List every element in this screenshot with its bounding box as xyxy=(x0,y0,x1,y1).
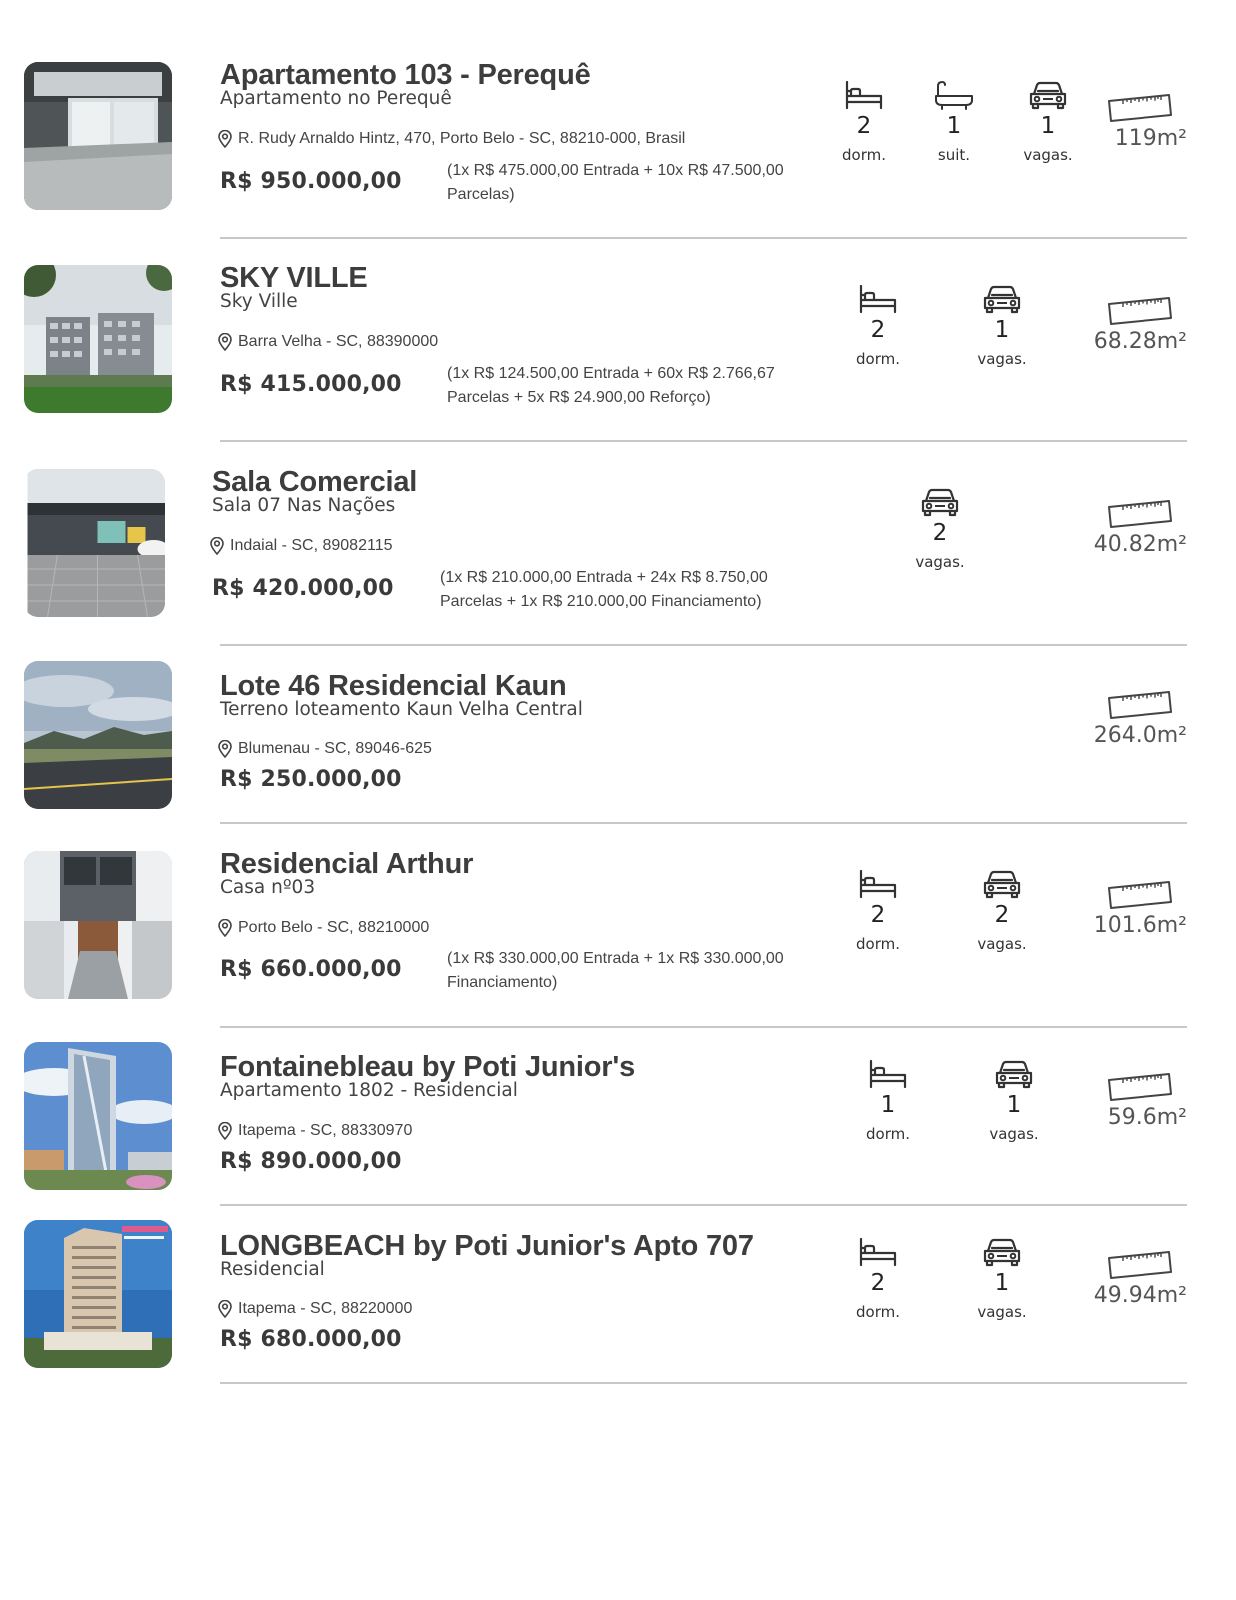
listing-subtitle: Terreno loteamento Kaun Velha Central xyxy=(220,699,583,720)
suites-count: 1 xyxy=(946,113,962,139)
parking-count: 1 xyxy=(994,317,1010,343)
listing-address: R. Rudy Arnaldo Hintz, 470, Porto Belo - SC, 88210-000, Brasil xyxy=(218,130,685,148)
bedrooms-count: 2 xyxy=(870,317,886,343)
bedrooms-count: 2 xyxy=(870,1270,886,1296)
parking-count: 1 xyxy=(1040,113,1056,139)
listing-title[interactable]: Fontainebleau by Poti Junior's xyxy=(220,1051,635,1083)
parking-count: 2 xyxy=(932,520,948,546)
parking-label: vagas. xyxy=(977,1303,1027,1321)
listing-subtitle: Sky Ville xyxy=(220,291,298,312)
listing-subtitle: Casa nº03 xyxy=(220,877,316,898)
listing-title[interactable]: Residencial Arthur xyxy=(220,848,474,880)
parking-label: vagas. xyxy=(1023,146,1073,164)
listing-address: Blumenau - SC, 89046-625 xyxy=(218,740,432,758)
bedrooms-label: dorm. xyxy=(856,350,900,368)
parking-label: vagas. xyxy=(977,350,1027,368)
listing-price: R$ 890.000,00 xyxy=(220,1149,402,1174)
listing-title[interactable]: Apartamento 103 - Perequê xyxy=(220,59,591,91)
payment-terms: (1x R$ 475.000,00 Entrada + 10x R$ 47.500,00 Parcelas) xyxy=(447,162,784,203)
area-value: 101.6m² xyxy=(1093,913,1187,938)
payment-terms: (1x R$ 210.000,00 Entrada + 24x R$ 8.750,00 Parcelas + 1x R$ 210.000,00 Financiamento) xyxy=(440,569,768,610)
bedrooms-feature xyxy=(833,1237,923,1321)
listing-title[interactable]: SKY VILLE xyxy=(220,262,368,294)
listing-title[interactable]: Lote 46 Residencial Kaun xyxy=(220,670,567,702)
bedrooms-label: dorm. xyxy=(856,1303,900,1321)
suites-label: suit. xyxy=(937,146,971,164)
listing-subtitle: Apartamento no Perequê xyxy=(220,88,452,109)
listing-price: R$ 660.000,00 xyxy=(220,957,402,982)
bedrooms-count: 2 xyxy=(856,113,872,139)
bedrooms-label: dorm. xyxy=(866,1125,910,1143)
area-value: 68.28m² xyxy=(1093,329,1187,354)
divider xyxy=(220,1382,1187,1384)
area-value: 264.0m² xyxy=(1093,723,1187,748)
parking-label: vagas. xyxy=(989,1125,1039,1143)
listing-address: Itapema - SC, 88220000 xyxy=(218,1300,412,1318)
listing-title[interactable]: LONGBEACH by Poti Junior's Apto 707 xyxy=(220,1230,754,1262)
car-icon xyxy=(982,1237,1022,1267)
listing-price: R$ 420.000,00 xyxy=(212,576,394,601)
listing-price: R$ 415.000,00 xyxy=(220,372,402,397)
bed-icon xyxy=(858,1237,898,1267)
bedrooms-count: 1 xyxy=(880,1092,896,1118)
payment-terms: (1x R$ 124.500,00 Entrada + 60x R$ 2.766,67 Parcelas + 5x R$ 24.900,00 Reforço) xyxy=(447,365,775,406)
parking-label: vagas. xyxy=(915,553,965,571)
parking-count: 2 xyxy=(994,902,1010,928)
property-photo[interactable] xyxy=(24,1220,172,1368)
listing-price: R$ 950.000,00 xyxy=(220,169,402,194)
bedrooms-label: dorm. xyxy=(856,935,900,953)
payment-terms: (1x R$ 330.000,00 Entrada + 1x R$ 330.000,00 Financiamento) xyxy=(447,950,784,991)
parking-label: vagas. xyxy=(977,935,1027,953)
area-feature xyxy=(1094,1250,1187,1308)
location-pin-icon xyxy=(218,1300,232,1318)
bedrooms-count: 2 xyxy=(870,902,886,928)
area-value: 49.94m² xyxy=(1093,1283,1187,1308)
listing-subtitle: Apartamento 1802 - Residencial xyxy=(220,1080,518,1101)
listing-price: R$ 250.000,00 xyxy=(220,767,402,792)
listing-subtitle: Residencial xyxy=(220,1259,325,1280)
listing-address: Barra Velha - SC, 88390000 xyxy=(218,333,438,351)
listing-address: Itapema - SC, 88330970 xyxy=(218,1122,412,1140)
listing-address: Porto Belo - SC, 88210000 xyxy=(218,919,429,937)
bedrooms-label: dorm. xyxy=(842,146,886,164)
area-value: 40.82m² xyxy=(1093,532,1187,557)
ruler-icon xyxy=(1107,1250,1173,1282)
parking-count: 1 xyxy=(994,1270,1010,1296)
area-value: 59.6m² xyxy=(1107,1105,1187,1130)
listing-subtitle: Sala 07 Nas Nações xyxy=(212,495,396,516)
parking-feature xyxy=(957,1237,1047,1321)
listing-title[interactable]: Sala Comercial xyxy=(212,466,418,498)
parking-count: 1 xyxy=(1006,1092,1022,1118)
listing-price: R$ 680.000,00 xyxy=(220,1327,402,1352)
area-value: 119m² xyxy=(1114,126,1187,151)
listing-address: Indaial - SC, 89082115 xyxy=(210,537,392,555)
